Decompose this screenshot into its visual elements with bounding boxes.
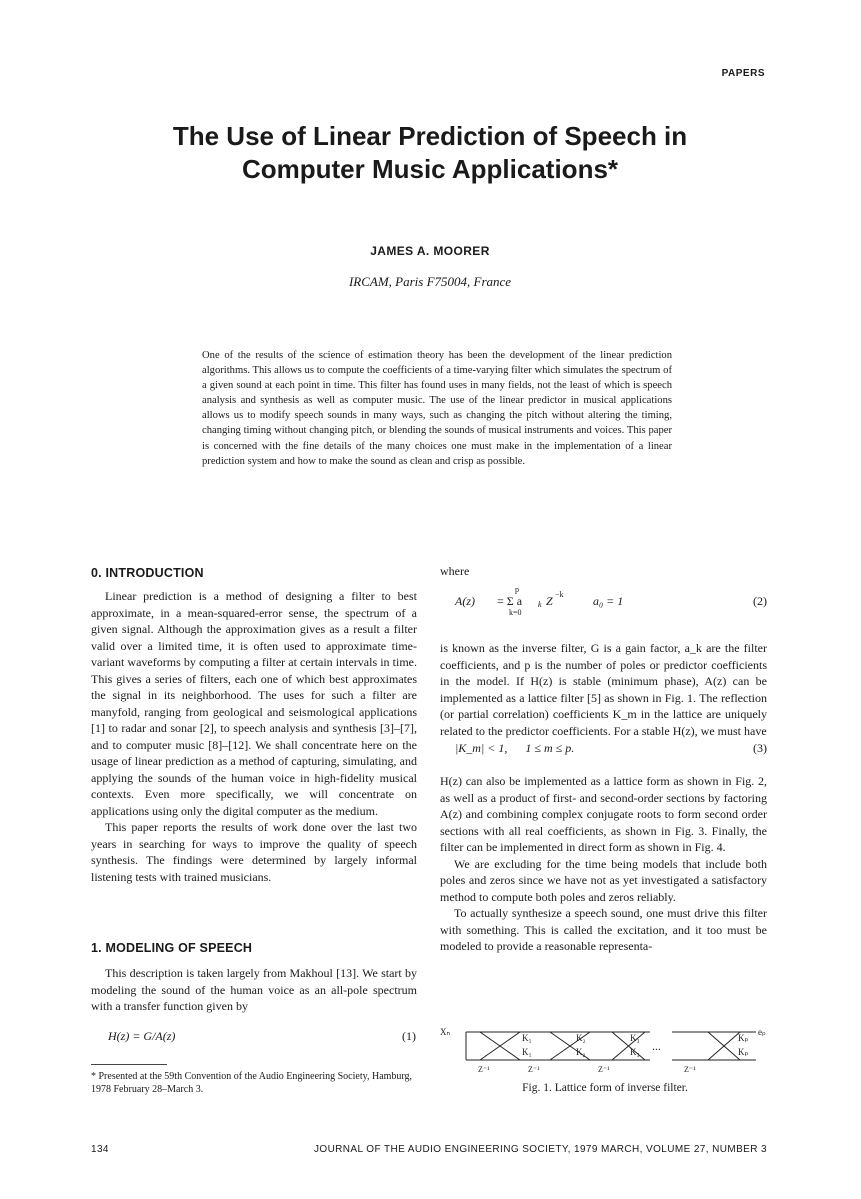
figure-output-label: eₚ — [758, 1027, 766, 1037]
equation-1-number: (1) — [402, 1029, 416, 1043]
intro-heading: 0. INTRODUCTION — [91, 566, 204, 580]
figure-k-label-3: K₂ — [576, 1033, 586, 1043]
figure-k-label-6: K₃ — [630, 1047, 640, 1057]
excluding-paragraph: We are excluding for the time being models that include both poles and zeros since we have not as yet investigated a satisfactory method to compute both poles and zeros reliably. — [440, 856, 767, 904]
equation-2-number: (2) — [753, 594, 767, 608]
figure-k-label-5: K₃ — [630, 1033, 640, 1043]
page-number: 134 — [91, 1144, 109, 1155]
title-line-1: The Use of Linear Prediction of Speech in — [172, 121, 688, 151]
figure-k-label-2: K₁ — [522, 1047, 532, 1057]
intro-paragraph-2: This paper reports the results of work done over the last two years in searching for ways to improve the quality of speech synthesis. The findings were determined by largely informal listening tests with trained musicians. — [91, 820, 417, 884]
figure-ellipsis: ... — [652, 1039, 661, 1053]
inverse-filter-paragraph: is known as the inverse filter, G is a gain factor, a_k are the filter coefficients, and p is the number of poles or predictor coefficients in the model. If H(z) is stable (minimum phase), A(z) can be implemented as a lattice filter [5] as shown in Fig. 1. The reflection (or partial correlation) coefficients K_m in the lattice are uniquely related to the predictor coefficients. For a stable H(z), we must have — [440, 641, 767, 738]
right-paragraph-1 — [440, 640, 767, 739]
abstract: One of the results of the science of estimation theory has been the development of the linear prediction algorithms. This allows us to compute the coefficients of a time-varying filter which simulates the spectrum of a given sound at each point in time. This filter has found uses in many fields, not the least of which is speech analysis and synthesis as well as computer music. The use of the linear predictor in musical applications allows us to modify speech sounds in many ways, such as changing the pitch without altering the timing, changing timing without changing pitch, or blending the sounds of musical instruments and voices. This paper is concerned with the fine details of the many choices one must make in the implementation of a linear prediction system and how to make the sound as clean and crisp as possible. — [202, 350, 672, 467]
section-label: PAPERS — [721, 68, 765, 79]
figure-delay-label-3: Z⁻¹ — [598, 1065, 610, 1074]
figure-k-label-4: K₂ — [576, 1047, 586, 1057]
lattice-paragraph: H(z) can also be implemented as a lattice form as shown in Fig. 2, as well as a product of first- and second-order sections by factoring A(z) and combining complex conjugate roots to form second order sections with all real coefficients, as shown in Fig. 3. Finally, the filter can be implemented in direct form as shown in Fig. 4. — [440, 774, 767, 854]
figure-delay-label-4: Z⁻¹ — [684, 1065, 696, 1074]
modeling-paragraph-1: This description is taken largely from Makhoul [13]. We start by modeling the sound of the human voice as an all-pole spectrum with a transfer function given by — [91, 966, 417, 1013]
intro-paragraph-1: Linear prediction is a method of designing a filter to best approximate, in a mean-squared-error sense, the spectrum of a given signal. Although the approximation gives as a result a filter valid over a limited time, it is often used to approximate time-variant waveforms by computing a filter at certain intervals in time. This gives a series of filters, each one of which best approximates the signal in its neighborhood. The uses for such a filter are manyfold, ranging from geological and seismological applications [1] to radar and sonar [2], to speech analysis and synthesis [3]–[7], and to computer music [8]–[12]. We shall concentrate here on the usage of linear prediction as a method of capturing, simulating, and applying the sounds of the human voice in high-fidelity musical contexts. Even more specifically, we will concentrate on applications using only the digital computer as the medium. — [91, 589, 417, 818]
excitation-paragraph: To actually synthesize a speech sound, one must drive this filter with something. This is called the excitation, and it too must be modeled to provide a reasonable representa- — [440, 906, 767, 953]
author-affiliation: IRCAM, Paris F75004, France — [348, 274, 512, 289]
right-body — [440, 773, 767, 955]
equation-2-condition: a₀ = 1 — [593, 594, 624, 608]
equation-2-lhs: A(z) — [455, 594, 475, 608]
figure-k-label-7: Kₚ — [738, 1033, 749, 1043]
modeling-heading: 1. MODELING OF SPEECH — [91, 941, 253, 955]
figure-delay-label-2: Z⁻¹ — [528, 1065, 540, 1074]
figure-k-label-8: Kₚ — [738, 1047, 749, 1057]
intro-body — [91, 588, 417, 885]
equation-1-expression: H(z) = G/A(z) — [108, 1029, 176, 1043]
equation-3-number: (3) — [753, 741, 767, 755]
equation-3 — [455, 741, 767, 759]
lattice-lines — [466, 1032, 756, 1060]
modeling-body — [91, 965, 417, 1015]
equation-2-sum-top: p — [515, 585, 519, 594]
equation-2-body: = Σ a — [497, 594, 523, 608]
equation-2-sub: k — [538, 600, 542, 609]
equation-1 — [108, 1029, 416, 1047]
figure-k-label-1: K₁ — [522, 1033, 532, 1043]
equation-2-term: Z — [546, 594, 553, 608]
equation-3-expression: |K_m| < 1, 1 ≤ m ≤ p. — [455, 741, 575, 755]
author-name: JAMES A. MOORER — [370, 244, 490, 258]
equation-2-sup: −k — [555, 590, 564, 599]
figure-delay-label-1: Z⁻¹ — [478, 1065, 490, 1074]
footnote: * Presented at the 59th Convention of the Audio Engineering Society, Hamburg, 1978 February 28–March 3. — [91, 1071, 413, 1095]
lattice-figure — [440, 1022, 770, 1078]
footnote-rule — [91, 1064, 167, 1065]
equation-2 — [455, 586, 767, 620]
paper-title — [80, 120, 780, 186]
title-line-2: Computer Music Applications* — [241, 154, 619, 184]
journal-footer: JOURNAL OF THE AUDIO ENGINEERING SOCIETY, 1979 MARCH, VOLUME 27, NUMBER 3 — [313, 1144, 767, 1155]
where-word: where — [440, 564, 470, 578]
figure-caption: Fig. 1. Lattice form of inverse filter. — [522, 1082, 688, 1094]
figure-input-label: Xₙ — [440, 1027, 451, 1037]
equation-2-sum-bottom: k=0 — [509, 608, 522, 617]
